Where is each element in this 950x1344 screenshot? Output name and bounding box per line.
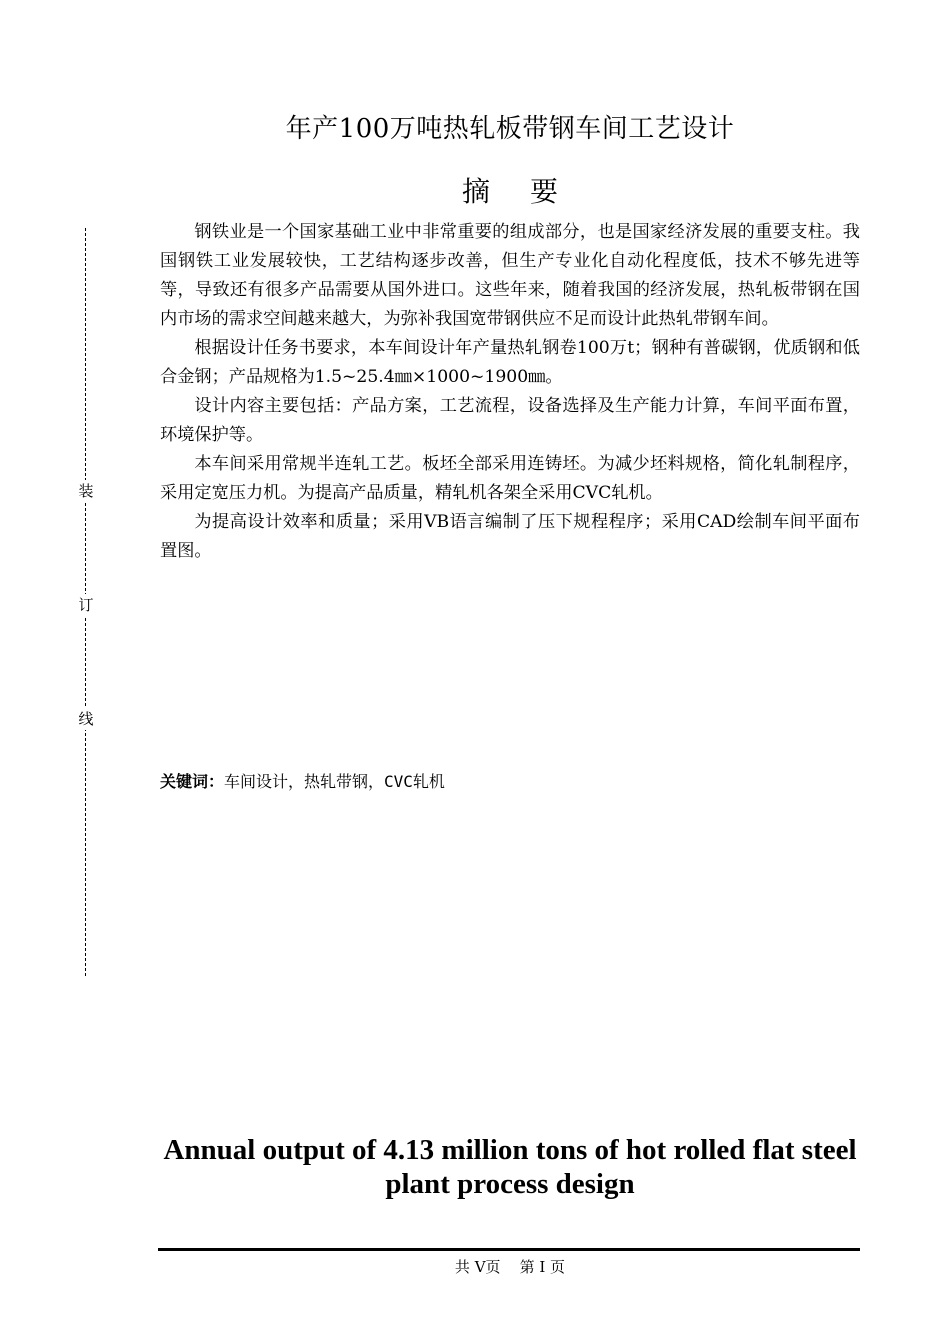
- keywords-values: 车间设计，热轧带钢，CVC轧机: [224, 772, 445, 791]
- footer-rule: [158, 1248, 860, 1251]
- binding-char-zhuang: 装: [76, 480, 96, 502]
- page-footer: 共 V页 第 I 页: [454, 1258, 566, 1276]
- abstract-heading-first: 摘: [461, 175, 490, 208]
- abstract-paragraph: 根据设计任务书要求，本车间设计年产量热轧钢卷100万t；钢种有普碳钢，优质钢和低合金钢；产品规格为1.5~25.4㎜×1000~1900㎜。: [160, 338, 860, 387]
- abstract-paragraph: 为提高设计效率和质量；采用VB语言编制了压下规程程序；采用CAD绘制车间平面布置图。: [160, 512, 860, 561]
- abstract-paragraph: 本车间采用常规半连轧工艺。板坯全部采用连铸坯。为减少坯料规格，简化轧制程序，采用定宽压力机。为提高产品质量，精轧机各架全采用CVC轧机。: [160, 454, 860, 503]
- binding-char-xian: 线: [76, 708, 96, 730]
- abstract-heading-second: 要: [530, 175, 559, 208]
- abstract-paragraph: 设计内容主要包括：产品方案，工艺流程，设备选择及生产能力计算，车间平面布置，环境保护等。: [160, 396, 860, 445]
- keywords-label: 关键词：: [160, 772, 225, 791]
- chinese-title: 年产100万吨热轧板带钢车间工艺设计: [285, 114, 735, 144]
- abstract-heading: [160, 170, 860, 210]
- abstract-paragraph: 钢铁业是一个国家基础工业中非常重要的组成部分，也是国家经济发展的重要支柱。我国钢铁工业发展较快，工艺结构逐步改善，但生产专业化自动化程度低，技术不够先进等等，导致还有很多产品需要从国外进口。这些年来，随着我国的经济发展，热轧板带钢在国内市场的需求空间越来越大，为弥补我国宽带钢供应不足而设计此热轧带钢车间。: [160, 222, 860, 329]
- keywords-line: [160, 768, 860, 796]
- binding-char-ding: 订: [76, 594, 96, 616]
- english-title: Annual output of 4.13 million tons of hot rolled flat steel plant process design: [163, 1134, 857, 1200]
- abstract-body: [160, 218, 860, 566]
